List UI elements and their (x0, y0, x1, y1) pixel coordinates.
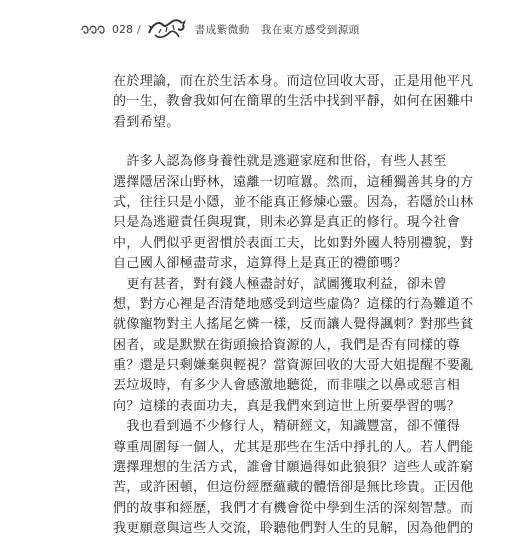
page-header (80, 16, 360, 42)
page-number: 028 (112, 22, 133, 36)
text-line: 困者，或是默默在街頭撿拾資源的人，我們是否有同樣的尊 (113, 337, 461, 353)
paragraph (113, 72, 474, 133)
text-line: 我更願意與這些人交流，聆聽他們對人生的見解，因為他們的 (113, 521, 474, 537)
text-line: 的一生，教會我如何在簡單的生活中找到平靜，如何在困難中 (113, 94, 474, 110)
text-line: 只是為逃避責任與現實，則未必算是真正的修行。現今社會 (113, 215, 461, 231)
body-text (113, 72, 474, 540)
text-line: 看到希望。 (113, 114, 180, 130)
text-line: 選擇隱居深山野林，遠離一切喧囂。然而，這種獨善其身的方 (113, 174, 474, 190)
text-line: 尊重周圍每一個人，尤其是那些在生活中掙扎的人。若人們能 (113, 439, 474, 455)
text-line: 想，對方心裡是否清楚地感受到這些虛偽？這樣的行為難道不 (113, 296, 474, 312)
text-line: 們的故事和經歷，我們才有機會從中學到生活的深刻智慧。而 (113, 500, 474, 516)
text-line: 就像寵物對主人搖尾乞憐一樣，反而讓人覺得諷刺？對那些貧 (113, 317, 474, 333)
text-line: 更有甚者，對有錢人極盡討好，試圖獲取利益，卻未曾 (113, 276, 447, 292)
text-line: 重？還是只剩嫌棄與輕視？當資源回收的大哥大姐提醒不要亂 (113, 358, 474, 374)
text-line: 選擇理想的生活方式，誰會甘願過得如此狼狽？這些人或許窮 (113, 460, 474, 476)
paragraph-gap (113, 133, 413, 152)
text-line: 向？這樣的表面功夫，真是我們來到這世上所要學習的嗎？ (113, 398, 461, 414)
dragon-emblem-icon (145, 15, 189, 43)
header-separator: / (137, 22, 141, 36)
text-line: 許多人認為修身養性就是逃避家庭和世俗，有些人甚至 (113, 154, 447, 170)
scroll-ornament-icon (80, 22, 106, 36)
paragraph (113, 152, 474, 539)
text-line: 中，人們似乎更習慣於表面工夫，比如對外國人特別禮貌，對 (113, 235, 474, 251)
text-line: 我也看到過不少修行人，精研經文，知識豐富，卻不懂得 (113, 419, 461, 435)
text-line: 自己國人卻極盡苛求，這算得上是真正的禮節嗎？ (113, 256, 407, 272)
text-line: 在於理論，而在於生活本身。而這位回收大哥，正是用他平凡 (113, 74, 474, 89)
text-line: 苦，或許困頓，但這份經歷蘊藏的體悟卻是無比珍貴。正因他 (113, 480, 474, 496)
text-line: 式，往往只是小隱，並不能真正修煉心靈。因為，若隱於山林 (113, 194, 474, 210)
running-title: 書成紫微動 我在東方感受到源頭 (194, 23, 360, 36)
text-line: 丟垃圾時，有多少人會感激地聽從，而非嗤之以鼻或惡言相 (113, 378, 461, 394)
